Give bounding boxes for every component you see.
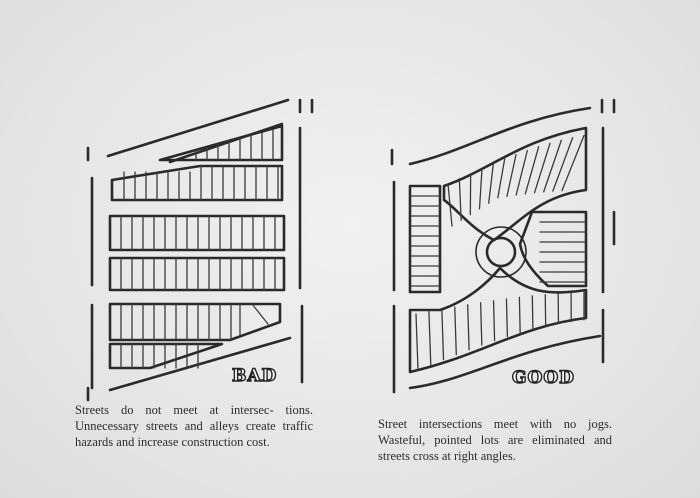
bad-block-4	[110, 258, 284, 290]
lot-line	[442, 309, 444, 359]
good-traffic-circle	[487, 238, 515, 266]
lot-line	[553, 138, 573, 191]
bad-block-5	[110, 304, 280, 340]
lot-line	[507, 155, 516, 197]
good-block-lower-curve	[410, 268, 586, 372]
bad-block-wedge-top	[160, 126, 282, 160]
lot-line	[416, 314, 418, 370]
lot-line	[429, 312, 431, 365]
lot-line	[480, 169, 483, 209]
lot-line	[498, 159, 505, 198]
good-top-curved-street	[410, 108, 590, 164]
lot-line	[544, 140, 562, 192]
lot-line	[532, 296, 533, 329]
good-right-street-edge	[602, 100, 603, 362]
good-caption: Street intersections meet with no jogs. Wasteful, pointed lots are eliminated and streets cross at right angles.	[378, 417, 612, 463]
good-street-plan	[392, 100, 614, 392]
lot-line	[516, 151, 527, 195]
lot-line	[494, 301, 495, 341]
bad-top-diagonal-street	[108, 100, 288, 156]
good-left-street-edge	[392, 150, 394, 392]
good-label: GOOD	[512, 368, 575, 388]
bad-block-3	[110, 216, 284, 250]
lot-line	[481, 303, 482, 345]
lot-line	[519, 297, 520, 332]
bad-right-street-edge	[300, 100, 302, 382]
lot-line	[506, 299, 507, 337]
lot-line	[455, 307, 457, 355]
bad-block-wedge-bottom	[110, 344, 222, 368]
lot-line	[489, 164, 494, 204]
lot-line	[535, 143, 551, 192]
bad-label: BAD	[232, 366, 278, 386]
bad-street-plan	[88, 100, 312, 400]
lot-line	[468, 305, 469, 350]
lot-line	[562, 136, 584, 191]
bad-left-street-edge	[88, 148, 92, 388]
good-block-right	[520, 212, 586, 286]
good-lot-lines	[410, 136, 586, 370]
lot-line	[252, 304, 268, 324]
bad-caption: Streets do not meet at intersec- tions. Unnecessary streets and alleys create traffic hazards and increase construction cost.	[75, 403, 313, 449]
